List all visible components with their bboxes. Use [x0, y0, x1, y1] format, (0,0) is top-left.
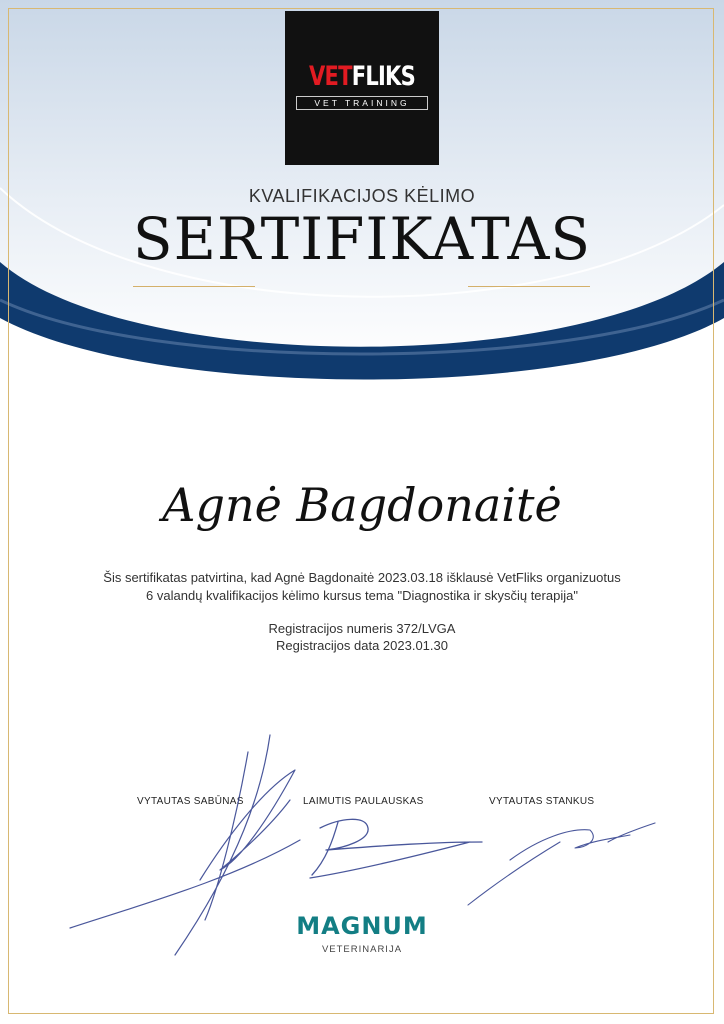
body-line-2: 6 valandų kvalifikacijos kėlimo kursus tema "Diagnostika ir skysčių terapija" — [146, 588, 578, 603]
logo-tagline: VET TRAINING — [296, 96, 428, 110]
body-line-1: Šis sertifikatas patvirtina, kad Agnė Bagdonaitė 2023.03.18 išklausė VetFliks organizuotus — [103, 570, 621, 585]
recipient-name: Agnė Bagdonaitė — [162, 478, 562, 532]
signer-name-1: VYTAUTAS SABŪNAS — [137, 796, 244, 807]
logo-wordmark: VETFLIKS — [309, 61, 415, 92]
signer-name-2: LAIMUTIS PAULAUSKAS — [303, 796, 424, 807]
magnum-logo-subtitle: VETERINARIJA — [321, 944, 403, 955]
signature-2 — [310, 819, 482, 878]
signer-name-3: VYTAUTAS STANKUS — [489, 796, 595, 807]
certificate-title: SERTIFIKATAS — [132, 205, 592, 273]
signature-3 — [468, 823, 655, 905]
magnum-logo: MAGNUM — [296, 912, 428, 940]
registration-number: Registracijos numeris 372/LVGA — [268, 621, 456, 636]
registration-date: Registracijos data 2023.01.30 — [275, 638, 448, 653]
certificate-subtitle: KVALIFIKACIJOS KĖLIMO — [248, 186, 476, 206]
